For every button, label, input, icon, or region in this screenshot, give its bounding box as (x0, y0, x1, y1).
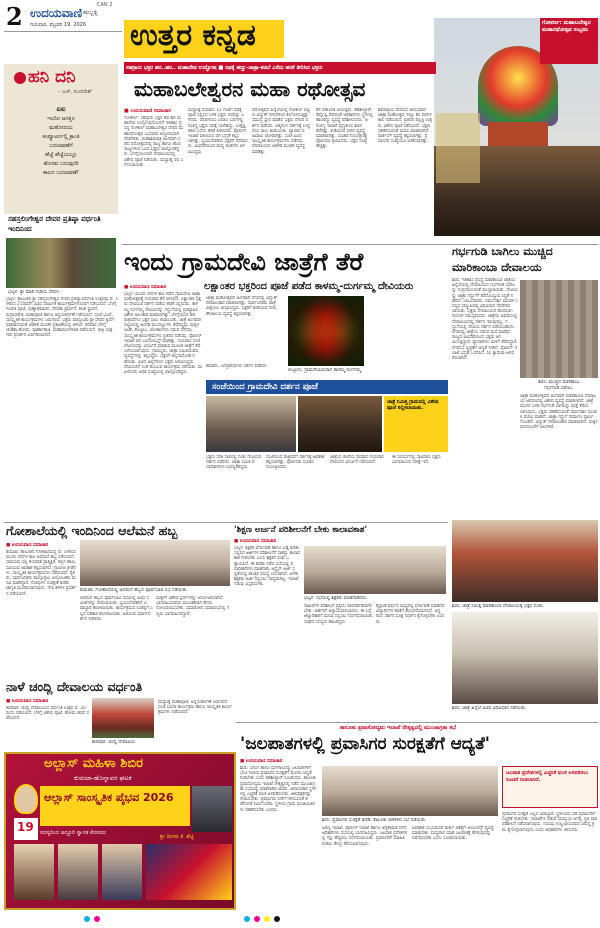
jatre-body-bottom-c: ಜಾತ್ರೆಯ ಕೊನೆಯ ದಿನವಾದ ಗುರುವಾರ ದೇವಿಯರ ವಿಸರ್ಜನೆ ನಡೆಯಲಿದೆ. (330, 455, 384, 466)
shikshana-body-3: ಶೈಕ್ಷಣಿಕ ವರ್ಷದ ಮಧ್ಯದಲ್ಲಿ ವರ್ಗಾವಣೆ ಮಾಡಿದರೆ ವಿದ್ಯಾರ್ಥಿಗಳ ಕಲಿಕೆಗೆ ತೊಂದರೆಯಾಗಲಿದೆ. ಆದ್ದರಿಂದ ಸರ್ಕಾರ ಸೂಕ್ತ ನಿರ್ಧಾರ ಕೈಗೊಳ್ಳಬೇಕು ಎಂದರು. (376, 604, 445, 625)
jatre-box (384, 396, 448, 452)
section-title: ಉತ್ತರ ಕನ್ನಡ (130, 18, 256, 53)
right-headline-1: ಗರ್ಭಗುಡಿ ಬಾಗಿಲು ಮುಚ್ಚಿದ (452, 245, 553, 258)
column-text: ಏಐ ಇಂದಿನ ಜಗತ್ತಿನ ಮಹೋದಯ ಕಂಪ್ಯೂಟರ್ನಲ್ಲಿ ಕ್ರಾಂತಿ ಬದಲಾವಣೆಗೆ ಹೆಜ್ಜೆ ಹೆಜ್ಜೆಯಲ್ಲೂ ಹೊಸತು ಬರುವುದೇ ಕಾಲದ ಬದಲಾವಣೆ! (42, 105, 80, 176)
right-crowd-photo-2 (452, 612, 598, 704)
ad-face-1 (14, 844, 54, 900)
masthead-rule (4, 31, 122, 32)
goshala-caption: ಕುಮಟಾ: ಗೋಶಾಲೆಯಲ್ಲಿ ಆಲೆಮನೆ ಹಬ್ಬದ ಪೂರ್ವಭಾವಿ ಸಭೆ ನಡೆಯಿತು. (80, 588, 189, 593)
jalapata-kicker: ತಾಲೂಕು ಪ್ರವಾಸೋದ್ಯಮ ಇಲಾಖೆ ನೇತೃತ್ವದಲ್ಲಿ ಮುಂಜಾಗ್ರತಾ ಸಭೆ (340, 725, 457, 731)
jatre-byline: ■ ಉದಯವಾಣಿ ಸಮಾಚಾರ (124, 285, 167, 290)
jalapata-byline: ■ ಉದಯವಾಣಿ ಸಮಾಚಾರ (240, 759, 283, 764)
reg-magenta (254, 916, 260, 922)
lead-byline: ■ ಉದಯವಾಣಿ ಸಮಾಚಾರ (124, 108, 171, 114)
reg-magenta-2 (94, 916, 100, 922)
right-crowd-photo (452, 520, 598, 602)
right-crowd-caption: ಶಿರಸಿ: ಜಾತ್ರೆ ನಿಮಿತ್ತ ಮಾರಿಕಾಂಬಾ ದೇವಾಲಯಕ್ಕೆ ಭಕ್ತರ ದಂಡು. (452, 604, 545, 609)
can-code: CAN 2 (97, 2, 113, 8)
reg-cyan-2 (84, 916, 90, 922)
jatre-band-text: ಸಂಜೆಯಿಂದ ಗ್ರಾಮದೇವಿ ದರ್ಶನ ಪೂಜೆ (212, 382, 318, 392)
paper-name: ಉದಯವಾಣಿ (30, 6, 83, 20)
door-caption-2: ಗರ್ಭಗುಡಿ ಬಾಗಿಲು. (544, 386, 574, 391)
ad-subtitle: ಕುಮಟಾ-ಹೊನ್ನಾವರ ಘಟಕ (74, 774, 132, 782)
darshan-photo (206, 396, 296, 452)
door-caption-1: ಶಿರಸಿ: ಮುಚ್ಚಿದ ಮಾರಿಕಾಂಬ (538, 380, 580, 385)
right-body-2: ಜಾತ್ರಾ ಮಹೋತ್ಸವದ ಅಂಗವಾಗಿ ಮಾರಿಕಾಂಬಾ ದೇವಾಲಯ ಆವರಣದಲ್ಲಿ ವಿಶೇಷ ವ್ಯವಸ್ಥೆ ಮಾಡಲಾಗಿದೆ. ಜಾತ್ರೆ ಮುಗಿದ ಬಳಿಕ ಗರ್ಭಗುಡಿ ಬಾಗಿಲನ್ನು ಮತ್ತೆ ತೆರೆಯಲಾಗುವುದು. ಭಕ್ತರು ಸಹಕರಿಸುವಂತೆ ಧರ್ಮದರ್ಶಿ ಮಂಡಳಿ ಮನವಿ ಮಾಡಿದೆ. ಜಾತ್ರಾ ಗದ್ದುಗೆ ನಿರ್ಮಾಣ ಪೂರ್ಣಗೊಂಡಿದೆ. ವಿದ್ಯುತ್ ದೀಪಾಲಂಕಾರ ಮಾಡಲಾಗಿದೆ. ಮಕ್ಕಳ ಮನರಂಜನೆಗೆ ಆಟಗಳಿವೆ. (520, 394, 598, 431)
page-number: 2 (6, 2, 23, 31)
lead-kicker: ಸಹಸ್ರಾರು ಭಕ್ತರ ಹರ..ಹರ.. ಮಹಾದೇವ ಉದ್ಘೋಷ ■ ರಥಕ್ಕೆ ಹಣ್ಣು-ಜಾತ್ರಾ-ಕಡಲೆ ಎಸೆದು ಹರಕೆ ತೀರಿಸಿದ ಭಕ್ತರು (126, 65, 323, 71)
chanduli-photo (92, 698, 154, 738)
shikshana-headline: 'ಶಿಕ್ಷಣ ಅರ್ಜನೆ ಪರಿಶೀಲನೆಗೆ ಬೇಕು ಕಾಲಾವಕಾಶ' (234, 525, 368, 535)
hani-dani-icon (14, 72, 26, 84)
goshala-photo (80, 540, 230, 586)
promo-box (540, 18, 598, 64)
right-headline-2: ಮಾರಿಕಾಂಬಾ ದೇವಾಲಯ (452, 261, 542, 274)
jalapata-headline: 'ಜಲಪಾತಗಳಲ್ಲಿ ಪ್ರವಾಸಿಗರ ಸುರಕ್ಷತೆಗೆ ಆದ್ಯತೆ' (240, 734, 491, 754)
column-author: – ಎಚ್. ಸುಂದರೇಶ್ (58, 89, 92, 95)
sidebar-body: ಭಟ್ಕಳ: ತಾಲೂಕಿನ ಶ್ರೀ ಸಹಸ್ರಲಿಂಗೇಶ್ವರ ದೇವರ ಪ್ರತಿಷ್ಠಾ ವರ್ಧಂತಿ ಉತ್ಸವವು ಫೆ. 19ರಿಂದ 21ರವರೆಗೆ ವಿವಿಧ ಧಾರ್ಮಿಕ ಕಾರ್ಯಕ್ರಮಗಳೊಂದಿಗೆ ನಡೆಯಲಿದೆ. ಬೆಳಗ್ಗೆ ಗಣಪತಿ ಪೂಜೆ, ಪುಣ್ಯಾಹವಾಚನ, ದೇವತಾ ಪ್ರಾರ್ಥನೆ, ಕಲಶ ಸ್ಥಾಪನೆ, ರುದ್ರಾಭಿಷೇಕ, ಮಹಾಪೂಜೆ ಹಾಗೂ ಅನ್ನಸಂತರ್ಪಣೆ ನಡೆಯಲಿದೆ. ಸಂಜೆ ಭಜನೆ, ಸಾಂಸ್ಕೃತಿಕ ಕಾರ್ಯಕ್ರಮಗಳು ಜರುಗಲಿವೆ. ಭಕ್ತರು ಪಾಲ್ಗೊಂಡು ಶ್ರೀ ದೇವರ ಕೃಪೆಗೆ ಪಾತ್ರರಾಗುವಂತೆ ಆಡಳಿತ ಮಂಡಳಿ ಪ್ರಕಟಣೆಯಲ್ಲಿ ತಿಳಿಸಿದೆ. ಶನಿವಾರ ಬೆಳಗ್ಗೆ ಚಂಡಿಕಾ ಹೋಮ, ಪೂರ್ಣಾಹುತಿ, ಮಹಾಮಂಗಳಾರತಿ ನಡೆಯಲಿದೆ. ರಾತ್ರಿ ಯಕ್ಷಗಾನ ಪ್ರದರ್ಶನ ಏರ್ಪಡಿಸಲಾಗಿದೆ. (6, 297, 118, 339)
door-photo (520, 280, 598, 378)
goshala-body-3: ಮಕ್ಕಳಿಗೆ ವಿಶೇಷ ಸ್ಪರ್ಧೆಗಳನ್ನು ಆಯೋಜಿಸಲಾಗಿದೆ. ಭಾಗವಹಿಸುವವರು ಮುಂಚಿತವಾಗಿ ಹೆಸರು ನೋಂದಾಯಿಸಬೇಕು. ಸಮಾರೋಪ ಸಮಾರಂಭದಲ್ಲಿ ಗಣ್ಯರು ಭಾಗವಹಿಸಲಿದ್ದಾರೆ. (156, 596, 230, 617)
ad-face-2 (58, 844, 98, 900)
reg-black (274, 916, 280, 922)
lead-headline: ಮಹಾಬಲೇಶ್ವರನ ಮಹಾ ರಥೋತ್ಸವ (134, 77, 366, 101)
chanduli-byline: ■ ಉದಯವಾಣಿ ಸಮಾಚಾರ (6, 699, 49, 704)
jatre-box-text: ಜಾತ್ರೆ ನಿಮಿತ್ತ ಗ್ರಾಮದಲ್ಲಿ ವಿಶೇಷ ಪೂಜೆ ಸಲ್ಲಿಸಲಾಯಿತು. (387, 399, 439, 411)
jalapata-box (502, 766, 598, 808)
ad-date: 19 (17, 820, 34, 834)
jalapata-body-2: ಅರಣ್ಯ ಇಲಾಖೆ, ಪೊಲೀಸ್ ಇಲಾಖೆ ಹಾಗೂ ಅಗ್ನಿಶಾಮಕ ದಳದ ಅಧಿಕಾರಿಗಳು ಸಭೆಯಲ್ಲಿ ಭಾಗವಹಿಸಿದ್ದರು. ಜಲಪಾತ ಪ್ರದೇಶಗಳಲ್ಲಿ ಗಸ್ತು ಹೆಚ್ಚಿಸಲು ನಿರ್ಧರಿಸಲಾಯಿತು. ಪ್ರವಾಸಿಗರಿಗೆ ಮಾಹಿತಿ ನೀಡಲು ಕೇಂದ್ರ ತೆರೆಯಲಾಗುವುದು. (322, 826, 408, 847)
jalapata-caption: ಶಿರಸಿ: ಪ್ರವಾಸಿಗರ ಸುರಕ್ಷತೆ ಕುರಿತು ತಾಲೂಕು ಆಡಳಿತದ ಸಭೆ ನಡೆಯಿತು. (322, 818, 427, 823)
lead-body-col5: ಶಿವರಾತ್ರಿಯ ದಿನದಿಂದ ಆರಂಭವಾದ ಜಾತ್ರಾ ಮಹೋತ್ಸವ ಇನ್ನೂ ಕೆಲ ದಿನಗಳ ಕಾಲ ನಡೆಯಲಿದೆ. ಪ್ರತಿದಿನ ಪಲ್ಲಕ್ಕಿ ಉತ್ಸವ, ವಿಶೇಷ ಪೂಜೆ ನಡೆಯಲಿದೆ. ಭಕ್ತರು ಸಹಕರಿಸುವಂತೆ ಮನವಿ ಮಾಡಲಾಗಿದೆ. ಪಾರ್ಕಿಂಗ್ ವ್ಯವಸ್ಥೆ ಕಲ್ಪಿಸಲಾಗಿತ್ತು. ಪ್ರವಾಸಿಗರ ಸಂಖ್ಯೆಯೂ ಏರಿಕೆಯಾಗಿತ್ತು. (378, 108, 433, 145)
jalapata-photo (322, 766, 498, 816)
goddess-photo (288, 296, 364, 366)
lead-body-col2: ಮಧ್ಯಾಹ್ನ ಸುಮಾರು 12 ಗಂಟೆಗೆ ರಥಕ್ಕೆ ಪೂಜೆ ಸಲ್ಲಿಸಿದ ಬಳಿಕ ಭಕ್ತರು ರಥವನ್ನು ಎಳೆದರು. ರಥಬೀದಿಯ ಎರಡೂ ಬದಿಗಳಲ್ಲಿ ನಿಂತಿದ್ದ ಭಕ್ತರು ರಥಕ್ಕೆ ಬಾಳೆಹಣ್ಣು, ಉತ್ತತ್ತಿ, ಕಡಲೆ ಎಸೆದು ಹರಕೆ ತೀರಿಸಿದರು. ಪೊಲೀಸ್ ಇಲಾಖೆ ವತಿಯಿಂದ ಬಿಗಿ ಭದ್ರತೆ ಕಲ್ಪಿಸಲಾಗಿತ್ತು. ಸ್ವಯಂಸೇವಕರು ಭಕ್ತರಿಗೆ ನೆರವಾದರು. ವಿವಿಧೆಡೆಯಿಂದ ವಾದ್ಯ ತಂಡಗಳು ಆಗಮಿಸಿದ್ದವು. (188, 108, 248, 155)
chanduli-body-2: ಮಧ್ಯಾಹ್ನ ಮಹಾಪೂಜೆ, ಅನ್ನಸಂತರ್ಪಣೆ ಜರುಗಲಿದೆ. ಸಂಜೆ ಭಜನಾ ಕಾರ್ಯಕ್ರಮ ಹಾಗೂ ಸಾಂಸ್ಕೃತಿಕ ಕಾರ್ಯಕ್ರಮಗಳು ನಡೆಯಲಿವೆ. (158, 700, 232, 716)
jalapata-body-4: ಪ್ರವಾಸಿಗರ ಸುರಕ್ಷತೆ ಎಲ್ಲರ ಜವಾಬ್ದಾರಿ. ಸ್ಥಳೀಯರು ಸಹ ಪ್ರವಾಸಿಗರಿಗೆ ಎಚ್ಚರಿಕೆ ನೀಡಬೇಕು. ಇಲಾಖೆಗಳ ನಡುವೆ ಸಮನ್ವಯ ಅಗತ್ಯ. ಪ್ರತಿ ವಾರ ಪರಿಶೀಲನೆ ನಡೆಸಲಾಗುವುದು. ನಿಯಮ ಉಲ್ಲಂಘಿಸುವವರ ವಿರುದ್ಧ ಕ್ರಮ ಕೈಗೊಳ್ಳಲಾಗುವುದು ಎಂದು ಅಧಿಕಾರಿಗಳು ತಿಳಿಸಿದರು. (502, 812, 598, 833)
temple-photo (6, 238, 116, 288)
shikshana-byline: ■ ಉದಯವಾಣಿ ಸಮಾಚಾರ (234, 539, 277, 544)
column-brand: ಹನಿ ದನಿ (28, 67, 76, 87)
jatre-body-bottom-b: ಸಂಜೆಯಿಂದ ರಾತ್ರಿವರೆಗೆ ದರ್ಶನಕ್ಕೆ ಅವಕಾಶ ಕಲ್ಪಿಸಲಾಗಿತ್ತು. ಪೊಲೀಸರು ಸಂಚಾರ ನಿಯಂತ್ರಿಸಿದರು. (266, 455, 325, 471)
ad-dance-photo (146, 844, 232, 900)
jalapata-box-text: ಜಲಪಾತ ಪ್ರದೇಶಗಳಲ್ಲಿ ಎಚ್ಚರಿಕೆ ಫಲಕ ಅಳವಡಿಸಲು ಸೂಚನೆ ನೀಡಲಾಗಿದೆ. (506, 770, 589, 783)
jatre-body-mid: ಜಾತ್ರಾ ಮಹೋತ್ಸವದ ಅಂಗವಾಗಿ ನಗರದಲ್ಲಿ ವಿದ್ಯುತ್ ದೀಪಾಲಂಕಾರ ಮಾಡಲಾಗಿತ್ತು. ಸಾರ್ವಜನಿಕರು ಜಾತ್ರೆ ವೀಕ್ಷಿಸಲು ಆಗಮಿಸಿದ್ದರು. ಭಕ್ತರಿಗೆ ಕುಡಿಯುವ ನೀರು, ಶೌಚಾಲಯ ವ್ಯವಸ್ಥೆ ಕಲ್ಪಿಸಲಾಗಿತ್ತು. (206, 296, 278, 317)
sidebar-headline: ಸಹಸ್ರಲಿಂಗೇಶ್ವರ ದೇವರ ಪ್ರತಿಷ್ಠಾ ವರ್ಧಂತಿ ಇಂದಿನಿಂದ (8, 215, 101, 233)
dateline: ಗುರುವಾರ, ಫೆಬ್ರವರಿ 19, 2026 (30, 22, 87, 28)
goshala-byline: ■ ಉದಯವಾಣಿ ಸಮಾಚಾರ (6, 543, 49, 548)
right-body-1: ಶಿರಸಿ: ಇತಿಹಾಸ ಪ್ರಸಿದ್ಧ ಮಾರಿಕಾಂಬಾ ಜಾತ್ರೆಯ ಹಿನ್ನೆಲೆಯಲ್ಲಿ ದೇವಾಲಯದ ಗರ್ಭಗುಡಿ ಬಾಗಿಲನ್ನು ಸಂಪ್ರದಾಯದಂತೆ ಮುಚ್ಚಲಾಯಿತು. ದೇವಿಯನ್ನು ಜಾತ್ರಾ ಗದ್ದುಗೆಗೆ ಕರೆದೊಯ್ಯುವ ಸಿದ್ಧತೆ ನಡೆದಿದೆ. ಬಾಬುದಾರರು, ಧರ್ಮದರ್ಶಿ ಮಂಡಳಿ ಸದಸ್ಯರ ಸಮ್ಮುಖದಲ್ಲಿ ವಿಧಿವಿಧಾನ ನೆರವೇರಿಸಲಾಯಿತು. ಭಕ್ತರು ದೇವಾಲಯದ ಹೊರಭಾಗದಿಂದಲೇ ನಮಸ್ಕರಿಸಿದರು. ಜಾತ್ರೆಯ ಅವಧಿಯಲ್ಲಿ ದೇವಾಲಯದಲ್ಲಿ ದರ್ಶನ ಇರುವುದಿಲ್ಲ. ಗದ್ದುಗೆಯಲ್ಲಿ ದೇವಿಯ ದರ್ಶನ ಪಡೆಯಬಹುದು. ನಗರದಲ್ಲಿ ಜಾತ್ರೆಯ ಸಡಗರ ಮನೆ ಮಾಡಿದೆ. ರಾಜ್ಯದ ವಿವಿಧೆಡೆಯಿಂದ ಭಕ್ತರು ಆಗಮಿಸುತ್ತಿದ್ದಾರೆ. ವ್ಯಾಪಾರಿಗಳು ಮಳಿಗೆ ತೆರೆದಿದ್ದಾರೆ. ನಗರಸಭೆ ಸ್ವಚ್ಛತೆಗೆ ಆದ್ಯತೆ ನೀಡಿದೆ. ಪೊಲೀಸ್ ಇಲಾಖೆ ಭದ್ರತೆ ಒದಗಿಸಿದೆ. ಸಿಸಿ ಕ್ಯಾಮೆರಾ ಅಳವಡಿಸಲಾಗಿದೆ. (452, 278, 518, 362)
jatre-subhead: ಲಕ್ಷಾಂತರ ಭಕ್ತರಿಂದ ಪೂಜೆ ಪಡೆದ ಕಾಳಮ್ಮ-ದುರ್ಗಮ್ಮ ದೇವಿಯರು (204, 281, 414, 292)
ad-title: ಅಲ್ಲಾಸ್ ಮಹಿಳಾ ಶಿಬಿರ (44, 756, 143, 771)
chanduli-caption: ಕಾರವಾರ: ಚಂದ್ಲಿ ದೇವಾಲಯ. (92, 740, 137, 745)
lead-body-col4: ಕೆರೆ ಸಹಾಯಕ ಆಯುಕ್ತರು, ತಹಶೀಲ್ದಾರ್, ಡಿವೈಎಸ್ಪಿ ಸೇರಿದಂತೆ ಅಧಿಕಾರಿಗಳು ಸ್ಥಳದಲ್ಲಿ ಹಾಜರಿದ್ದು ವ್ಯವಸ್ಥೆ ಪರಿಶೀಲಿಸಿದರು. ಆರೋಗ್ಯ ಇಲಾಖೆ ವೈದ್ಯಕೀಯ ಶಿಬಿರ ತೆರೆದಿತ್ತು. ಕುಡಿಯುವ ನೀರಿನ ವ್ಯವಸ್ಥೆ ಮಾಡಲಾಗಿತ್ತು. ಸಂಚಾರ ನಿಯಂತ್ರಣಕ್ಕೆ ಪೊಲೀಸರು ಶ್ರಮಿಸಿದರು. ಭಕ್ತರ ಸಂಖ್ಯೆ ಹೆಚ್ಚಿತ್ತು. (316, 108, 373, 150)
jalapata-body-1: ಶಿರಸಿ: ಬೇಸಿಗೆ ಹಾಗೂ ಮಳೆಗಾಲದಲ್ಲಿ ಜಲಪಾತಗಳಿಗೆ ಭೇಟಿ ನೀಡುವ ಪ್ರವಾಸಿಗರ ಸುರಕ್ಷತೆಗೆ ಮೊದಲ ಆದ್ಯತೆ ನೀಡಬೇಕು ಎಂದು ತಹಶೀಲ್ದಾರ್ ಸೂಚಿಸಿದರು. ತಾಲೂಕು ಪ್ರವಾಸೋದ್ಯಮ ಇಲಾಖೆ ನೇತೃತ್ವದಲ್ಲಿ ನಡೆದ ಮುಂಜಾಗ್ರತಾ ಸಭೆಯಲ್ಲಿ ಮಾತನಾಡಿದ ಅವರು, ಅಪಾಯಕಾರಿ ಸ್ಥಳಗಳಲ್ಲಿ ಎಚ್ಚರಿಕೆ ಫಲಕ ಅಳವಡಿಸಬೇಕು. ಜೀವರಕ್ಷಕರನ್ನು ನೇಮಿಸಬೇಕು. ಪ್ರವಾಸಿಗರು ನೀರಿಗೆ ಇಳಿಯದಂತೆ ತಡೆಗೋಡೆ ನಿರ್ಮಿಸಬೇಕು. ಸ್ಥಳೀಯ ಗ್ರಾಮ ಪಂಚಾಯಿತಿಗಳು ಸಹಕರಿಸಬೇಕು ಎಂದರು. (240, 766, 317, 813)
jatre-body-left: ಭಟ್ಕಳ: ಮೂರು ದಿನಗಳ ಕಾಲ ನಡೆದ ಗ್ರಾಮದೇವಿ ಜಾತ್ರಾ ಮಹೋತ್ಸವಕ್ಕೆ ಗುರುವಾರ ತೆರೆ ಬೀಳಲಿದೆ. ಲಕ್ಷಾಂತರ ಭಕ್ತರು ದೇವಿಯರ ದರ್ಶನ ಪಡೆದು ಹರಕೆ ಸಲ್ಲಿಸಿದರು. ಕಾಳಮ್ಮ-ದುರ್ಗಮ್ಮ ದೇವಿಯರನ್ನು ಗದ್ದುಗೆಯಲ್ಲಿ ಪ್ರತಿಷ್ಠಾಪಿಸಿ ವಿಶೇಷ ಅಲಂಕಾರ ಮಾಡಲಾಗಿತ್ತು. ಬೆಳಗ್ಗೆಯಿಂದ ತಡರಾತ್ರಿವರೆಗೂ ಭಕ್ತರ ಸಾಲು ಕಂಡುಬಂತು. ಜಾತ್ರೆ ಅಂಗವಾಗಿ ಪಟ್ಟಣದಲ್ಲಿ ಅಂಗಡಿ ಮುಂಗಟ್ಟುಗಳು ತೆರೆದಿದ್ದವು. ಮಕ್ಕಳ ಆಟಿಕೆ, ತೊಟ್ಟಿಲು, ಜೋಕಾಲಿಗಳು ಗಮನ ಸೆಳೆದವು. ಸಾಂಸ್ಕೃತಿಕ ಕಾರ್ಯಕ್ರಮಗಳು ಪ್ರತಿದಿನ ನಡೆದವು. ಪೊಲೀಸ್ ಇಲಾಖೆ ಬಿಗಿ ಬಂದೋಬಸ್ತ್ ಮಾಡಿತ್ತು. ಗುರುವಾರ ಸಂಜೆ ದೇವಿಯರನ್ನು ವಿಸರ್ಜನೆ ಮಾಡುವ ಮೂಲಕ ಜಾತ್ರೆಗೆ ತೆರೆ ಎಳೆಯಲಾಗುವುದು. ಗ್ರಾಮಸ್ಥರು, ಜಾತ್ರಾ ಸಮಿತಿಯವರು ವ್ಯವಸ್ಥೆಗಳನ್ನು ಕಲ್ಪಿಸಿದ್ದರು. ಭಕ್ತರಿಗೆ ಅನ್ನದಾಸೋಹ ನಡೆಯಿತು. ವಿವಿಧ ಜಿಲ್ಲೆಗಳಿಂದ ಭಕ್ತರು ಆಗಮಿಸಿದ್ದರು. ದೇವಿಯರಿಗೆ ಉಡಿ ತುಂಬುವ ಕಾರ್ಯಕ್ರಮ ನಡೆಯಿತು. ಮಹಿಳೆಯರು ಅಧಿಕ ಸಂಖ್ಯೆಯಲ್ಲಿ ಪಾಲ್ಗೊಂಡಿದ್ದರು. (124, 292, 202, 376)
lead-body-col3: ರಥೋತ್ಸವದ ಹಿನ್ನೆಲೆಯಲ್ಲಿ ಗೋಕರ್ಣ ಪಟ್ಟಣ ವಿದ್ಯುತ್ ದೀಪಗಳಿಂದ ಕಂಗೊಳಿಸುತ್ತಿತ್ತು. ಸಮುದ್ರ ಸ್ನಾನ ಮಾಡಿದ ಭಕ್ತರು ದೇವರ ದರ್ಶನ ಪಡೆದರು. ಆತ್ಮಲಿಂಗ ದರ್ಶನಕ್ಕೆ ಉದ್ದನೆಯ ಸಾಲು ಕಂಡುಬಂತು. ವ್ಯಾಪಾರ ವಹಿವಾಟು ಜೋರಾಗಿತ್ತು. ಸಂಜೆ ವಿವಿಧ ಸಾಂಸ್ಕೃತಿಕ ಕಾರ್ಯಕ್ರಮಗಳು ನಡೆದವು. ದೇವಾಲಯದ ಆಡಳಿತ ಮಂಡಳಿ ವ್ಯವಸ್ಥೆ ಮಾಡಿತ್ತು. (252, 108, 310, 155)
jatre-headline: ಇಂದು ಗ್ರಾಮದೇವಿ ಜಾತ್ರೆಗೆ ತೆರೆ (124, 247, 364, 276)
sidebar-caption: ಭಟ್ಕಳ: ಶ್ರೀ ಮಾರಿ ಗುಡಿಯ ದೇವಳ. (8, 290, 61, 295)
jatre-body-bottom-a: ಭಕ್ತರು ಸರತಿ ಸಾಲಿನಲ್ಲಿ ನಿಂತು ದೇವಿಯರ ದರ್ಶನ ಪಡೆದರು. ಜಾತ್ರಾ ಸಮಿತಿ ಪದಾಧಿಕಾರಿಗಳು ಉಪಸ್ಥಿತರಿದ್ದರು. (206, 455, 262, 471)
goshala-body-1: ಕುಮಟಾ: ತಾಲೂಕಿನ ಗೋಶಾಲೆಯಲ್ಲಿ ಫೆ. 19ರಿಂದ ಮೂರು ದಿನಗಳ ಕಾಲ ಆಲೆಮನೆ ಹಬ್ಬ ನಡೆಯಲಿದೆ. ಸಾವಯವ ಬೆಲ್ಲ ತಯಾರಿಕೆ ಪ್ರಾತ್ಯಕ್ಷಿಕೆ, ಕಬ್ಬಿನ ಹಾಲು ಸವಿಯುವ ಅವಕಾಶ ಕಲ್ಪಿಸಲಾಗಿದೆ. ಗ್ರಾಮೀಣ ಕ್ರೀಡೆಗಳು, ಸಾಂಸ್ಕೃತಿಕ ಕಾರ್ಯಕ್ರಮಗಳು ನಡೆಯಲಿವೆ. ರೈತರು, ಸಾರ್ವಜನಿಕರು ಪಾಲ್ಗೊಳ್ಳಲು ಆಯೋಜಕರು ಮನವಿ ಮಾಡಿದ್ದಾರೆ. ಗೋವುಗಳ ಸಂರಕ್ಷಣೆ ಕುರಿತು ಜಾಗೃತಿ ಮೂಡಿಸಲಾಗುವುದು. ದೇಸಿ ತಳಿಗಳ ಪ್ರದರ್ಶನ ನಡೆಯಲಿದೆ. (6, 550, 77, 597)
ad-face-3 (102, 844, 142, 900)
edition: ಹುಬ್ಬಳ್ಳಿ (83, 9, 98, 16)
ad-speaker: ಶ್ರೀ ದಿನಕರ ಕೆ. ಶೆಟ್ಟಿ (160, 834, 194, 840)
shikshana-photo (304, 546, 446, 594)
goshala-body-2: ಆಲೆಮನೆ ಹಬ್ಬದ ಪೂರ್ವಭಾವಿ ಸಭೆಯಲ್ಲಿ ವಿವಿಧ ಸಮಿತಿಗಳನ್ನು ರಚಿಸಲಾಯಿತು. ಸ್ವಯಂಸೇವಕರಿಗೆ ಜವಾಬ್ದಾರಿ ಹಂಚಲಾಯಿತು. ಕಾರ್ಯಕ್ರಮದ ಯಶಸ್ಸಿಗೆ ಎಲ್ಲರ ಸಹಕಾರ ಕೋರಲಾಯಿತು. ಹಿರಿಯರು ಮಾರ್ಗದರ್ಶನ ನೀಡಿದರು. (80, 596, 153, 622)
jalapata-body-3: ಅಪಘಾತ ಸಂಭವಿಸಿದರೆ ತುರ್ತು ಚಿಕಿತ್ಸೆಗೆ ಆಂಬುಲೆನ್ಸ್ ವ್ಯವಸ್ಥೆ ಮಾಡಬೇಕು. ಮದ್ಯಪಾನ ಮಾಡಿ ಜಲಪಾತಕ್ಕೆ ತೆರಳುವುದನ್ನು ನಿಷೇಧಿಸಬೇಕು ಎಂದು ಸೂಚಿಸಲಾಯಿತು. (412, 826, 494, 842)
shikshana-caption: ಭಟ್ಕಳ: ಸಭೆಯಲ್ಲಿ ಶಿಕ್ಷಕರು ಮಾತನಾಡಿದರು. (304, 596, 368, 601)
right-crowd-caption-2: ಶಿರಸಿ: ಜಾತ್ರೆ ಹಿನ್ನೆಲೆ ವಿವಿಧ ವಿಧಿವಿಧಾನ ನಡೆಯಿತು. (452, 706, 527, 711)
jatre-body-right: ಶಾಸಕರು, ಜನಪ್ರತಿನಿಧಿಗಳು ದರ್ಶನ ಪಡೆದರು. (206, 364, 269, 369)
darshan-photo-2 (298, 396, 382, 452)
reg-yellow (264, 916, 270, 922)
goshala-headline: ಗೋಶಾಲೆಯಲ್ಲಿ ಇಂದಿನಿಂದ ಆಲೆಮನೆ ಹಬ್ಬ (6, 523, 178, 538)
reg-cyan (244, 916, 250, 922)
promo-text: ಗೋಕರ್ಣ: ಮಹಾಬಲೇಶ್ವರ ಮಹಾರಥೋತ್ಸವ ಸಂಭ್ರಮ (542, 20, 591, 33)
jalapata-rule (236, 722, 598, 723)
jatre-body-bottom-d: ಈ ಸಂದರ್ಭದಲ್ಲಿ ಸಾವಿರಾರು ಭಕ್ತರು ಭಾಗವಹಿಸುವ ನಿರೀಕ್ಷೆ ಇದೆ. (392, 455, 441, 466)
shikshana-body-2: ದಾಖಲೆಗಳ ಪರಿಶೀಲನೆ ಪ್ರಕ್ರಿಯೆ ಪಾರದರ್ಶಕವಾಗಿರಬೇಕು. ಅರ್ಹರಿಗೆ ಅನ್ಯಾಯವಾಗಬಾರದು. ಈ ಬಗ್ಗೆ ಜಿಲ್ಲಾಧಿಕಾರಿಗೆ ಮನವಿ ಸಲ್ಲಿಸಲು ನಿರ್ಧರಿಸಲಾಯಿತು. ಸಂಘದ ಸದಸ್ಯರು ಹಾಜರಿದ್ದರು. (304, 604, 374, 625)
lead-body-col1: ಗೋಕರ್ಣ: ಸಹಸ್ರಾರು ಭಕ್ತರ ಹರ ಹರ ಮಹಾದೇವ ಉದ್ಘೋಷದೊಂದಿಗೆ ಇತಿಹಾಸ ಪ್ರಸಿದ್ಧ ಗೋಕರ್ಣ ಮಹಾಬಲೇಶ್ವರ ದೇವರ ಮಹಾರಥೋತ್ಸವ ಬುಧವಾರ ಅದ್ದೂರಿಯಾಗಿ ನೆರವೇರಿತು. ಮಹಾಶಿವರಾತ್ರಿ ಅಂಗವಾಗಿ ನಡೆದ ರಥೋತ್ಸವದಲ್ಲಿ ರಾಜ್ಯ ಹಾಗೂ ಹೊರ ರಾಜ್ಯಗಳಿಂದ ಬಂದ ಭಕ್ತರು ಪಾಲ್ಗೊಂಡಿದ್ದರು. ಬೆಳಗ್ಗೆಯಿಂದಲೇ ದೇವಾಲಯದಲ್ಲಿ ವಿಶೇಷ ಪೂಜೆ ನಡೆಯಿತು. ಮಧ್ಯಾಹ್ನ ರಥ ಎಳೆಯಲಾಯಿತು. (124, 116, 184, 168)
ad-event: ಆಲ್ಲಾಸ್ ಸಾಂಸ್ಕೃತಿಕ ಪೈಭವ 2026 (44, 791, 174, 804)
ad-portrait (14, 784, 38, 814)
chanduli-headline: ನಾಳೆ ಚಂದ್ಲಿ ದೇವಾಲಯ ವರ್ಧಂತಿ (6, 679, 143, 694)
shikshana-body-1: ಭಟ್ಕಳ: ಶಿಕ್ಷಕರ ವರ್ಗಾವಣೆ ಹಾಗೂ ಬಡ್ತಿ ಕುರಿತು ಸಲ್ಲಿಸಿದ ಅರ್ಜಿಗಳ ಪರಿಶೀಲನೆಗೆ ಸಾಕಷ್ಟು ಕಾಲಾವಕಾಶ ನೀಡಬೇಕು ಎಂದು ಶಿಕ್ಷಕರ ಸಂಘ ಒತ್ತಾಯಿಸಿದೆ. ಈ ಕುರಿತು ನಡೆದ ಸಭೆಯಲ್ಲಿ ಪದಾಧಿಕಾರಿಗಳು ಮಾತನಾಡಿ, ಆನ್ಲೈನ್ ಅರ್ಜಿ ಸಲ್ಲಿಕೆಯಲ್ಲಿ ತಾಂತ್ರಿಕ ಸಮಸ್ಯೆ ಎದುರಾಗಿದೆ. ಅನೇಕ ಶಿಕ್ಷಕರು ಅರ್ಜಿ ಸಲ್ಲಿಸಲು ಸಾಧ್ಯವಾಗಿಲ್ಲ. ಇಲಾಖೆ ಗಡುವು ವಿಸ್ತರಿಸಬೇಕು. (234, 546, 300, 588)
ad-note: ಸದಸ್ಯರಿಂದ ಅದ್ದೂರಿ ಸ್ವಾಗತ ಕೋರಲು (40, 830, 107, 836)
chanduli-body-1: ಕಾರವಾರ: ಚಂದ್ಲಿ ದೇವಾಲಯದ ವರ್ಧಂತಿ ಉತ್ಸವ ಫೆ. 20ರಂದು ನಡೆಯಲಿದೆ. ಬೆಳಗ್ಗೆ ವಿಶೇಷ ಪೂಜೆ, ಹೋಮ ಹವನ ನಡೆಯಲಿದೆ. (6, 706, 90, 722)
jatre-photo-caption: ಬಿಜ್ಜೂರು: ಗ್ರಾಮದೇವಿಯರಾದ ಕಾಳಮ್ಮ-ದುರ್ಗಮ್ಮ. (288, 368, 363, 373)
ad-speaker-photo (192, 786, 232, 832)
